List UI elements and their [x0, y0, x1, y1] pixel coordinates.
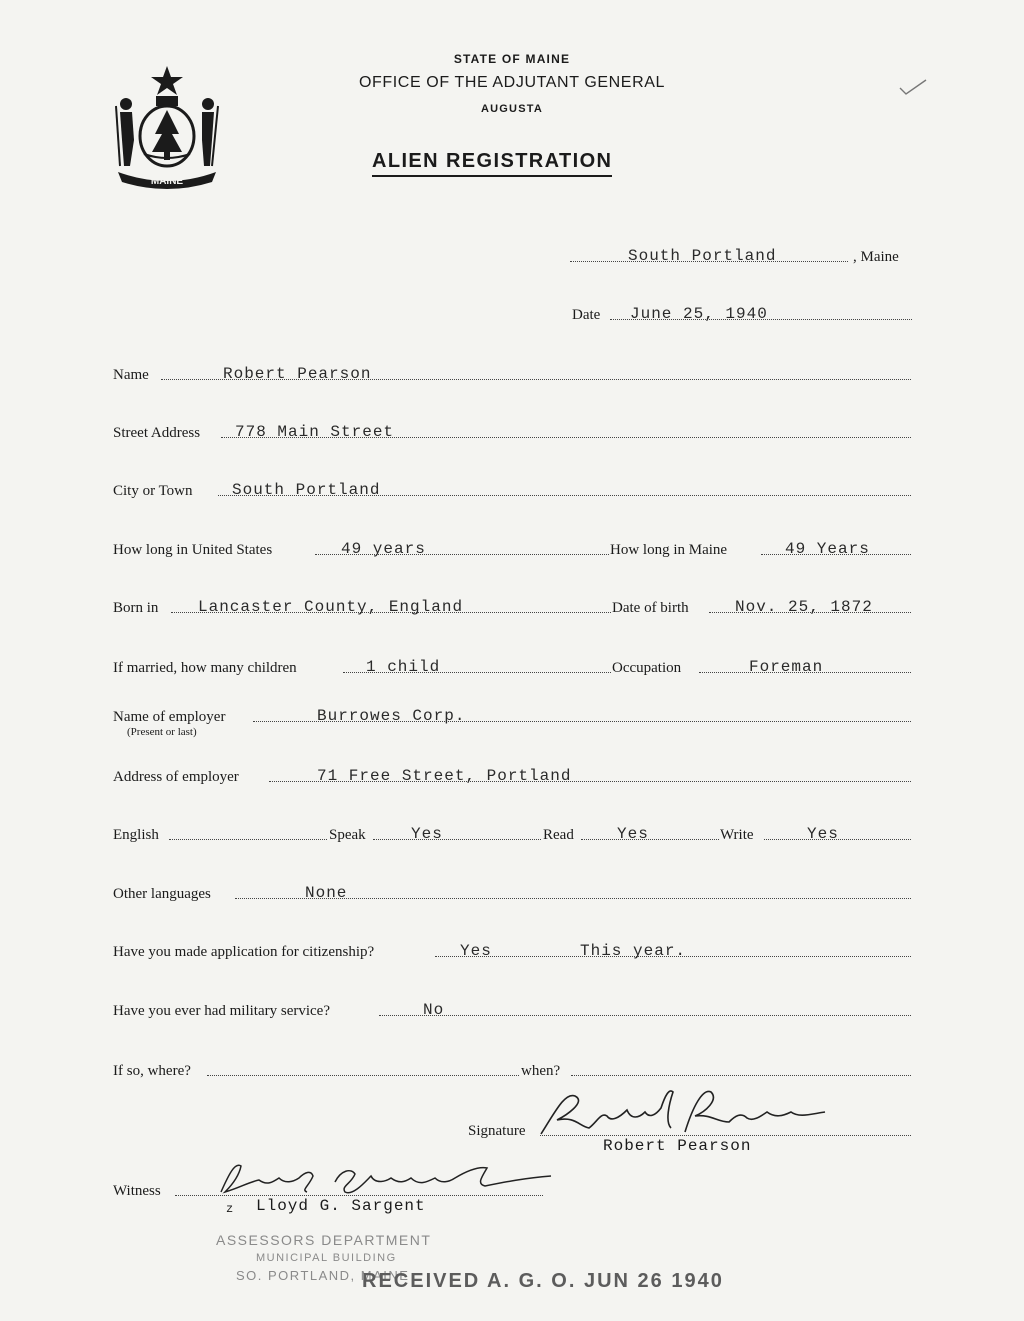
seal-lettering: MAINE	[150, 176, 184, 187]
signature-handwriting	[535, 1082, 835, 1142]
witness-label: Witness	[113, 1183, 161, 1199]
received-stamp: RECEIVED A. G. O. JUN 26 1940	[362, 1270, 724, 1292]
write-label: Write	[720, 827, 754, 843]
maine-years-value: 49 Years	[785, 540, 870, 558]
place-value: South Portland	[628, 247, 777, 265]
signature-typed-name: Robert Pearson	[603, 1137, 752, 1155]
form-title: ALIEN REGISTRATION	[372, 150, 612, 177]
city-value: South Portland	[232, 481, 381, 499]
date-line	[572, 302, 912, 324]
stamp-line-2: MUNICIPAL BUILDING	[256, 1252, 397, 1264]
speak-label: Speak	[329, 827, 366, 843]
residence-line	[113, 537, 911, 559]
header-office: OFFICE OF THE ADJUTANT GENERAL	[358, 74, 666, 91]
header-city: AUGUSTA	[481, 103, 543, 115]
place-suffix: , Maine	[853, 249, 899, 265]
city-line	[113, 478, 911, 500]
employer-address-label: Address of employer	[113, 769, 239, 785]
occupation-label: Occupation	[612, 660, 682, 676]
when-label: when?	[521, 1063, 561, 1079]
witness-typed-name: Lloyd G. Sargent	[256, 1197, 426, 1215]
service-where-line	[113, 1058, 911, 1080]
other-languages-line	[113, 881, 911, 903]
children-label: If married, how many children	[113, 660, 297, 676]
date-label: Date	[572, 307, 601, 323]
where-label: If so, where?	[113, 1063, 191, 1079]
street-value: 778 Main Street	[235, 423, 395, 441]
employer-label: Name of employer	[113, 709, 226, 725]
occupation-value: Foreman	[749, 658, 824, 676]
other-languages-label: Other languages	[113, 886, 211, 902]
birth-line	[113, 595, 911, 617]
other-languages-value: None	[305, 884, 348, 902]
date-value: June 25, 1940	[630, 305, 768, 323]
read-value: Yes	[617, 825, 649, 843]
witness-handwriting	[215, 1152, 555, 1202]
employer-sublabel: (Present or last)	[127, 726, 197, 738]
citizenship-label: Have you made application for citizenship?	[113, 944, 375, 960]
speak-value: Yes	[411, 825, 443, 843]
military-label: Have you ever had military service?	[113, 1003, 330, 1019]
name-line	[113, 362, 911, 384]
family-occupation-line	[113, 655, 911, 677]
dob-label: Date of birth	[612, 600, 689, 616]
english-label: English	[113, 827, 159, 843]
name-label: Name	[113, 367, 149, 383]
place-line	[570, 244, 915, 266]
dob-value: Nov. 25, 1872	[735, 598, 873, 616]
name-value: Robert Pearson	[223, 365, 372, 383]
stamp-line-3: SO. PORTLAND, MAINE	[236, 1268, 410, 1283]
employer-line	[113, 704, 911, 738]
witness-mark: z	[226, 1202, 234, 1216]
us-years-value: 49 years	[341, 540, 426, 558]
born-in-label: Born in	[113, 600, 159, 616]
header-state: STATE OF MAINE	[453, 52, 571, 66]
street-label: Street Address	[113, 425, 201, 441]
street-line	[113, 420, 911, 442]
read-label: Read	[543, 827, 574, 843]
military-value: No	[423, 1001, 445, 1019]
military-line	[113, 998, 911, 1020]
citizenship-value: Yes	[460, 942, 492, 960]
employer-address-value: 71 Free Street, Portland	[317, 767, 572, 785]
born-in-value: Lancaster County, England	[198, 598, 464, 616]
signature-label: Signature	[468, 1123, 526, 1139]
employer-address-line	[113, 764, 911, 786]
stamp-line-1: ASSESSORS DEPARTMENT	[216, 1232, 432, 1248]
write-value: Yes	[807, 825, 839, 843]
city-label: City or Town	[113, 483, 193, 499]
english-line	[113, 822, 911, 844]
citizenship-note: This year.	[580, 942, 687, 960]
employer-value: Burrowes Corp.	[317, 707, 466, 725]
children-value: 1 child	[366, 658, 441, 676]
maine-years-label: How long in Maine	[610, 542, 728, 558]
us-years-label: How long in United States	[113, 542, 273, 558]
citizenship-line	[113, 939, 911, 961]
